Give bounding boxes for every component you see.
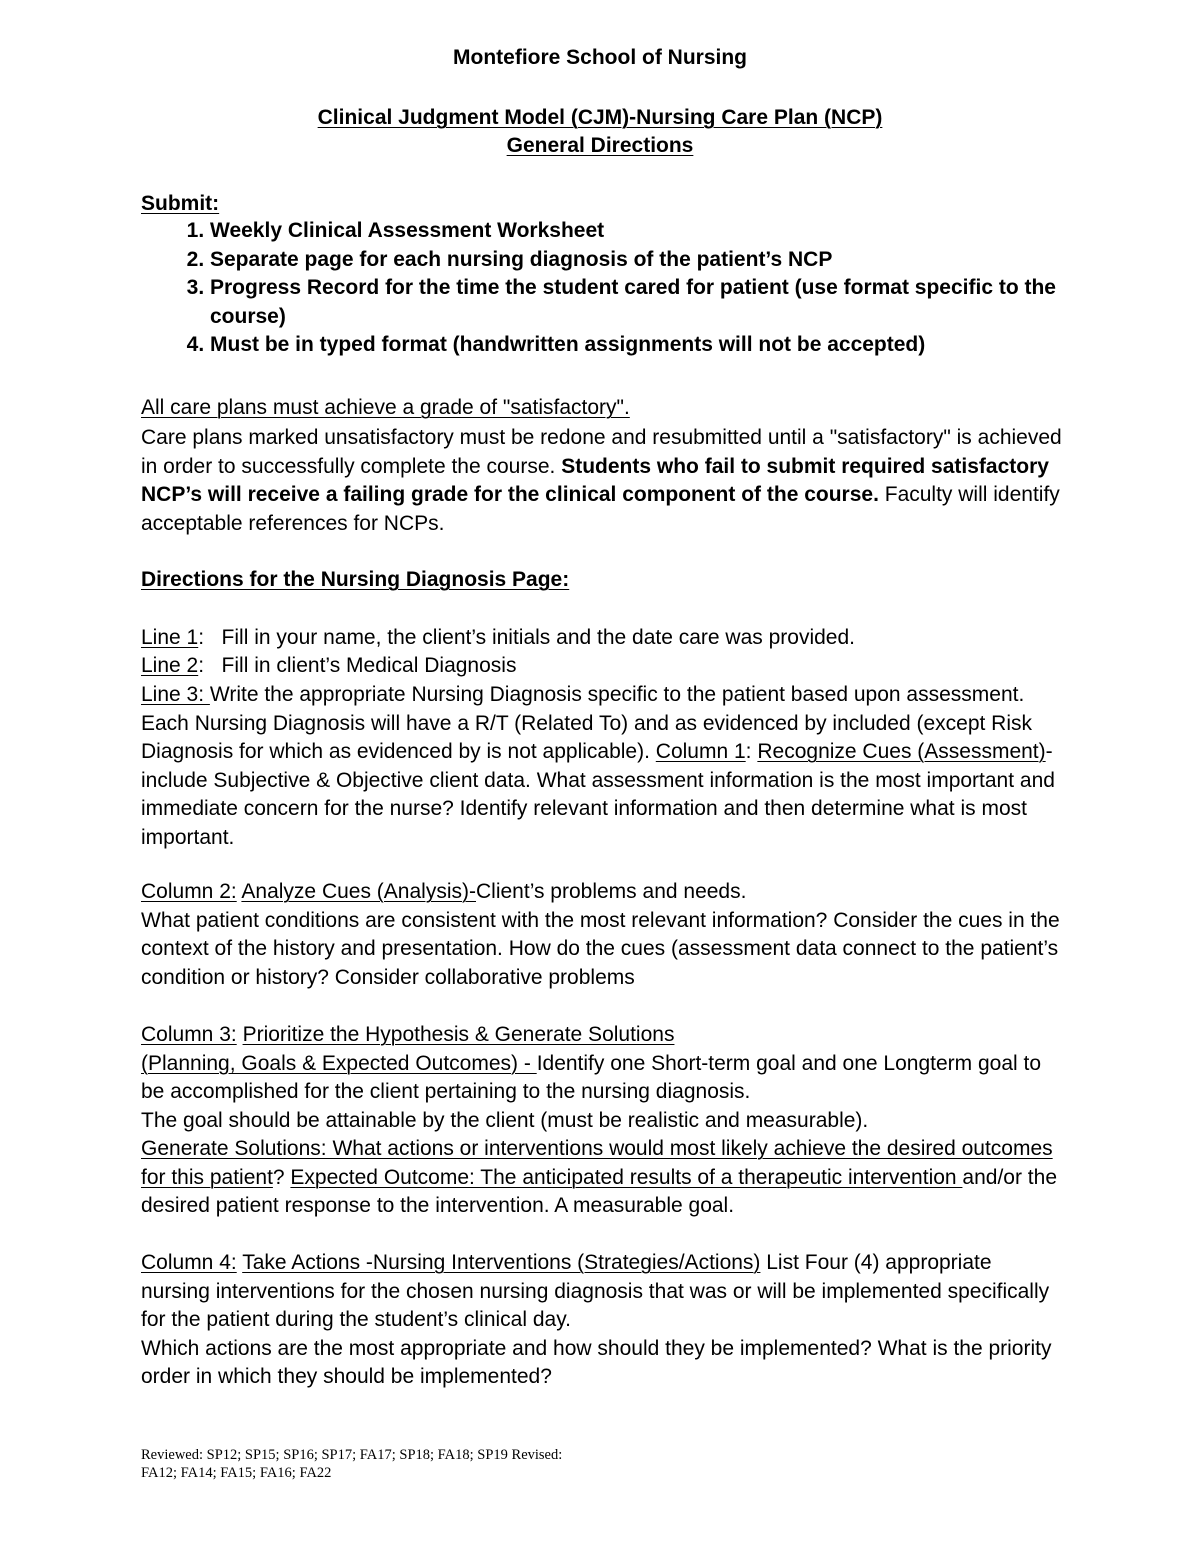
grading-paragraph (141, 424, 1066, 538)
document-subtitle (0, 131, 1200, 160)
column1-text: - include Subjective & Objective client data. What assessment information is the most important and immediate concern for the nurse? Identify relevant information and then determine what is most important. (141, 740, 1055, 849)
column2-section (141, 878, 1066, 992)
document-subtitle-text: General Directions (506, 134, 694, 157)
column1-colon: : (745, 740, 752, 763)
line3-instruction (141, 681, 1066, 852)
column4-section (141, 1249, 1066, 1392)
line2-label: Line 2 (141, 654, 199, 677)
column3-generate-solutions: Generate Solutions: What actions or interventions would most likely achieve the desired outcomes for this patient (141, 1137, 1053, 1189)
column3-label: Column 3: (141, 1023, 237, 1046)
column1-label: Column 1 (655, 740, 746, 763)
column3-subtitle: (Planning, Goals & Expected Outcomes) - (141, 1051, 537, 1075)
column2-title: Analyze Cues (Analysis)- (241, 880, 476, 903)
grading-text: Care plans marked unsatisfactory must be redone and resubmitted until a "satisfactory" is achieved in order to successfully complete the course. (141, 426, 1062, 478)
column3-question-mark: ? (272, 1165, 291, 1189)
submit-item: 1. Weekly Clinical Assessment Worksheet (210, 217, 1066, 246)
line1-text: : Fill in your name, the client’s initials and the date care was provided. (198, 626, 856, 649)
column4-title: Take Actions -Nursing Interventions (Strategies/Actions) (242, 1251, 761, 1274)
submit-item: 2. Separate page for each nursing diagnosis of the patient’s NCP (210, 246, 1066, 275)
line1-label: Line 1 (141, 626, 199, 649)
grading-references: Faculty will identify acceptable references for NCPs. (141, 483, 1060, 535)
line2-instruction (141, 652, 1066, 681)
footer-reviewed: Reviewed: SP12; SP15; SP16; SP17; FA17; SP18; FA18; SP19 Revised: (141, 1447, 563, 1463)
column2-text: Client’s problems and needs. (476, 880, 747, 903)
line1-instruction (141, 624, 1066, 653)
grading-warning: Students who fail to submit required satisfactory NCP’s will receive a failing grade for the clinical component of the course. (141, 454, 1049, 506)
submit-list (141, 217, 1066, 360)
footer-revised: FA12; FA14; FA15; FA16; FA22 (141, 1465, 332, 1481)
column3-section (141, 1021, 1066, 1221)
submit-heading: Submit: (141, 192, 220, 215)
column4-text: List Four (4) appropriate nursing interventions for the chosen nursing diagnosis that was or will be implemented specifically for the patient during the student’s clinical day. (141, 1251, 1050, 1331)
column3-outcome-text: and/or the desired patient response to the intervention. A measurable goal. (141, 1165, 1057, 1217)
column3-goal-criteria: The goal should be attainable by the client (must be realistic and measurable). (141, 1108, 869, 1132)
column3-goals: Identify one Short-term goal and one Longterm goal to be accomplished for the client pertaining to the nursing diagnosis. (141, 1051, 1042, 1103)
grading-requirement-text: All care plans must achieve a grade of "satisfactory". (141, 396, 630, 419)
line2-text: : Fill in client’s Medical Diagnosis (198, 654, 517, 677)
column4-questions: Which actions are the most appropriate and how should they be implemented? What is the priority order in which they should be implemented? (141, 1336, 1052, 1388)
submit-item: 4. Must be in typed format (handwritten assignments will not be accepted) (210, 331, 1066, 360)
line3-text: Write the appropriate Nursing Diagnosis specific to the patient based upon assessment. Each Nursing Diagnosis will have a R/T (Related To) and as evidenced by included (except Risk Diagnosis for which as evidenced by is not applicable). (141, 683, 1033, 763)
grading-requirement (141, 394, 1066, 423)
column3-title: Prioritize the Hypothesis & Generate Solutions (242, 1023, 675, 1046)
document-title: Clinical Judgment Model (CJM)-Nursing Care Plan (NCP) (317, 106, 883, 129)
column4-label: Column 4: (141, 1251, 237, 1274)
directions-heading (141, 566, 1066, 595)
column1-title: Recognize Cues (Assessment) (757, 740, 1046, 763)
submit-item: 3. Progress Record for the time the student cared for patient (use format specific to the course) (210, 274, 1066, 331)
column2-questions: What patient conditions are consistent with the most relevant information? Consider the cues in the context of the history and presentation. How do the cues (assessment data connect to the patient’s condition or history? Consider collaborative problems (141, 908, 1060, 989)
column3-expected-outcome: Expected Outcome: The anticipated results of a therapeutic intervention (290, 1165, 963, 1189)
column2-label: Column 2: (141, 880, 237, 903)
revision-footer (141, 1446, 661, 1482)
school-name: Montefiore School of Nursing (453, 46, 747, 69)
line3-label: Line 3: (141, 683, 210, 706)
directions-heading-text: Directions for the Nursing Diagnosis Page: (141, 568, 570, 591)
